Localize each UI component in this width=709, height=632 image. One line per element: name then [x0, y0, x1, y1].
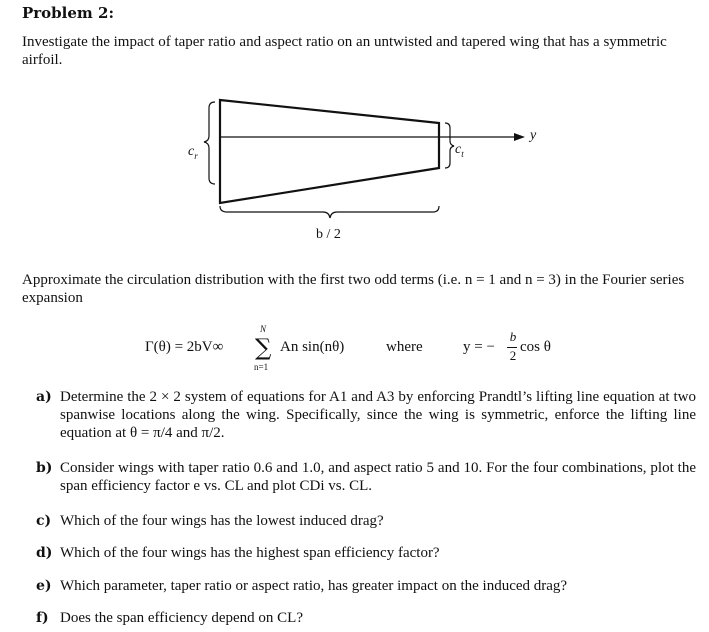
root-chord-brace [204, 102, 215, 184]
question-text: Which of the four wings has the highest span efficiency factor? [60, 545, 440, 561]
question-text: Which parameter, taper ratio or aspect ratio, has greater impact on the induced drag? [60, 578, 568, 594]
wing-planform-svg [175, 94, 555, 254]
question-text: Consider wings with taper ratio 0.6 and 1.0, and aspect ratio 5 and 10. For the four combinations, plot the span efficiency factor e vs. CL and plot CDi vs. CL. [60, 460, 696, 494]
wing-outline [220, 100, 439, 203]
half-span-label: b / 2 [316, 227, 341, 242]
summation-symbol: ∑ [255, 335, 272, 361]
sum-body: An sin(nθ) [280, 339, 345, 355]
y-fraction-denominator: 2 [509, 348, 517, 363]
question-label: e) [36, 578, 52, 594]
y-fraction-numerator: b [509, 329, 517, 344]
question-label: a) [36, 389, 52, 405]
tip-chord-brace [445, 123, 454, 168]
question-label: b) [36, 460, 53, 476]
sum-upper-limit: N [260, 324, 267, 334]
y-equation-rhs: cos θ [520, 339, 551, 355]
circulation-equation [0, 322, 709, 377]
question-text: Determine the 2 × 2 system of equations for A1 and A3 by enforcing Prandtl’s lifting line equation at two spanwise locations along the wing. Specifically, since the wing is symmetric, enforce the lifting line equation at θ = π/4 and π/2. [60, 389, 696, 441]
y-equation-lhs: y = − [463, 339, 495, 355]
y-axis-label: y [530, 128, 537, 143]
equation-lhs: Γ(θ) = 2bV∞ [145, 339, 224, 355]
sum-lower-limit: n=1 [254, 362, 269, 372]
question-label: f) [36, 610, 49, 626]
wing-planform-figure [175, 94, 555, 254]
root-chord-label: $c_r$ [188, 144, 198, 161]
question-label: d) [36, 545, 53, 561]
tip-chord-label: $c_t$ [455, 142, 464, 159]
question-label: c) [36, 513, 52, 529]
approximation-paragraph: Approximate the circulation distribution with the first two odd terms (i.e. n = 1 and n = 3) in the Fourier series expansion [22, 272, 685, 306]
half-span-brace [220, 206, 439, 218]
intro-paragraph: Investigate the impact of taper ratio and aspect ratio on an untwisted and tapered wing that has a symmetric airfoil. [22, 34, 667, 68]
where-word: where [386, 339, 423, 355]
question-text: Which of the four wings has the lowest induced drag? [60, 513, 384, 529]
problem-title: Problem 2: [22, 4, 114, 22]
y-axis-arrowhead [514, 133, 525, 141]
question-text: Does the span efficiency depend on CL? [60, 610, 303, 626]
